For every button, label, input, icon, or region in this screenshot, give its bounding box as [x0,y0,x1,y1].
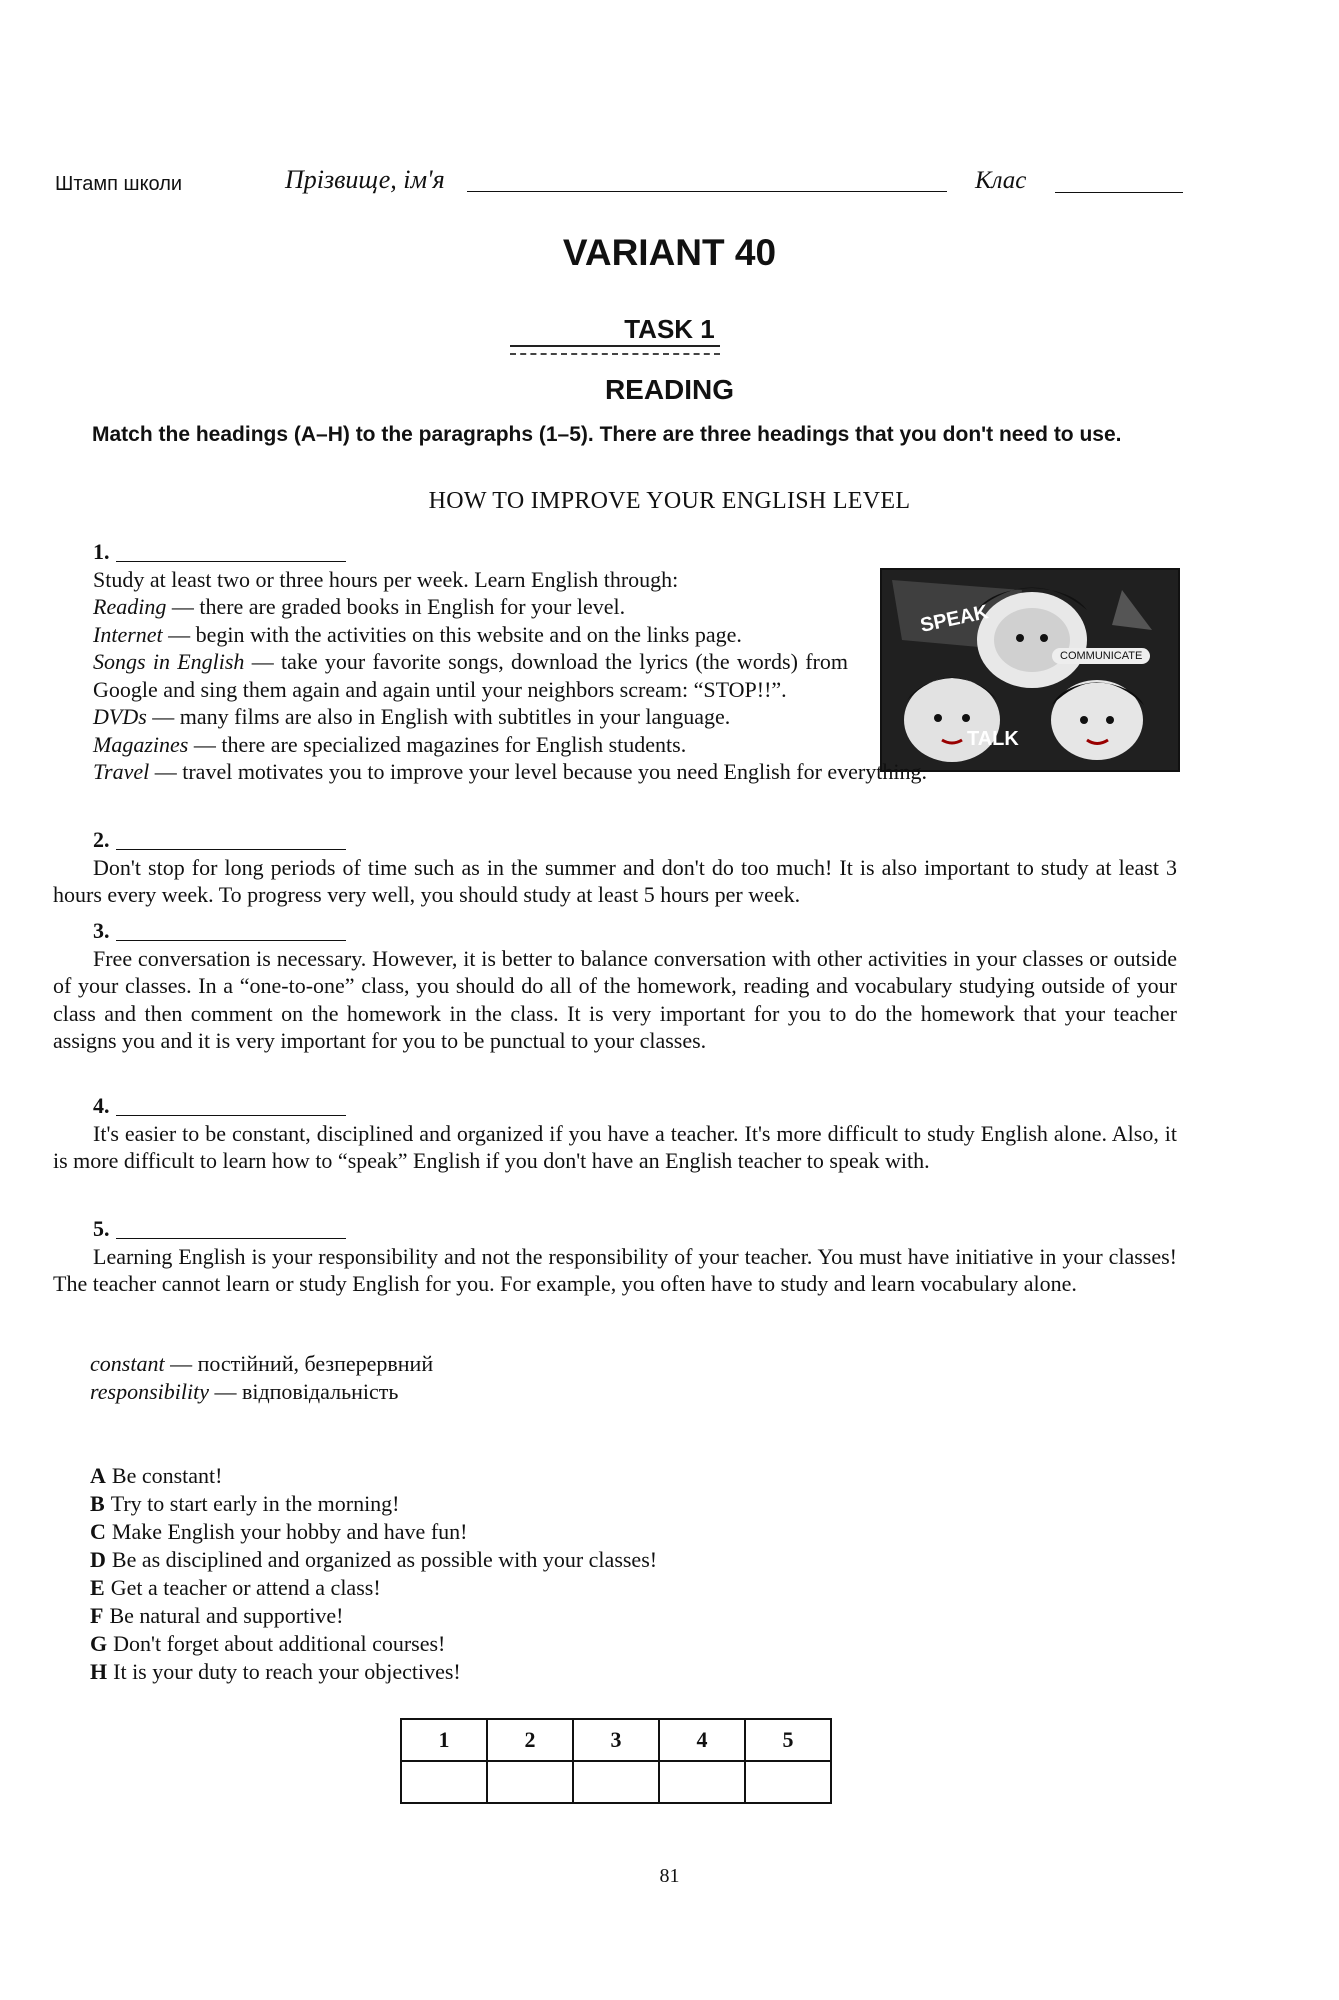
answer-table-input-row [401,1761,831,1803]
paragraph-intro: Study at least two or three hours per week. Learn English through: [93,566,679,592]
list-item: Internet — begin with the activities on this website and on the links page. [93,621,742,647]
heading-answer-line-3[interactable] [116,940,346,941]
paragraph-text: It's easier to be constant, disciplined and organized if you have a teacher. It's more difficult to study English alone. Also, it is more difficult to learn how to “speak” English if you don't have an English teacher to speak with. [53,1120,1177,1173]
section-heading: READING [604,374,735,405]
option-item: E Get a teacher or attend a class! [90,1575,381,1600]
answer-column-header: 5 [745,1719,831,1761]
header-row [55,165,1175,205]
paragraph-text: Don't stop for long periods of time such as in the summer and don't do too much! It is also important to study at least 3 hours every week. To progress very well, you should study at least 5 hours per week. [53,854,1177,907]
answer-cell-4[interactable] [659,1761,745,1803]
list-item: DVDs — many films are also in English with subtitles in your language. [93,704,731,729]
answer-cell-1[interactable] [401,1761,487,1803]
class-label: Клас [975,167,1027,194]
heading-answer-line-1[interactable] [116,561,346,562]
glossary-item: constant — постійний, безперервний [90,1351,434,1376]
glossary-item: responsibility — відповідальність [90,1378,399,1404]
list-item: Travel — travel motivates you to improve your level because you need English for everything. [93,759,927,784]
list-item: Songs in English — take your favorite songs, download the lyrics (the words) from Google and sing them again and again until your neighbors scream: “STOP!!”. [93,649,848,702]
option-item: F Be natural and supportive! [90,1603,344,1628]
paragraph-4: 4. It's easier to be constant, disciplined and organized if you have a teacher. It's more difficult to study English alone. Also, it is more difficult to learn how to “speak” English if you don't have an English teacher to speak with. [53,1093,1177,1173]
paragraph-5: 5. Learning English is your responsibility and not the responsibility of your teacher. You must have initiative in your classes! The teacher cannot learn or study English for you. For example, you often have to study and learn vocabulary alone. [53,1216,1177,1296]
name-label: Прізвище, ім'я [285,165,445,194]
answer-column-header: 3 [573,1719,659,1761]
option-item: A Be constant! [90,1463,223,1488]
paragraph-1 [93,538,1183,786]
name-field-line[interactable] [467,191,947,192]
task-underline [510,345,720,355]
heading-answer-line-5[interactable] [116,1238,346,1239]
school-stamp-label: Штамп школи [55,173,183,195]
task-instruction: Match the headings (A–H) to the paragraphs (1–5). There are three headings that you don't need to use. [92,423,1122,446]
answer-cell-2[interactable] [487,1761,573,1803]
answer-cell-5[interactable] [745,1761,831,1803]
option-item: B Try to start early in the morning! [90,1491,400,1516]
list-item: Reading — there are graded books in English for your level. [93,594,626,619]
answer-table-header-row [401,1719,831,1761]
communicate-bubble: COMMUNICATE [1052,648,1150,664]
option-item: H It is your duty to reach your objectives! [90,1659,461,1684]
list-item: Magazines — there are specialized magazines for English students. [93,731,687,757]
variant-title: VARIANT 40 [562,232,777,273]
option-item: C Make English your hobby and have fun! [90,1519,468,1544]
article-title: HOW TO IMPROVE YOUR ENGLISH LEVEL [428,488,911,514]
talk-caption: TALK [967,728,1019,750]
heading-options [90,1462,990,1686]
answer-column-header: 4 [659,1719,745,1761]
heading-answer-line-2[interactable] [116,849,346,850]
paragraph-text: Free conversation is necessary. However, it is better to balance conversation with other activities in your classes or outside of your classes. In a “one-to-one” class, you should do all of the homework, reading and vocabulary studying outside of your class and then comment on the homework in the class. It is very important for you to do the homework that your teacher assigns you and it is very important for you to be punctual to your classes. [53,945,1177,1053]
answer-column-header: 2 [487,1719,573,1761]
option-item: G Don't forget about additional courses! [90,1631,446,1656]
heading-answer-line-4[interactable] [116,1115,346,1116]
option-item: D Be as disciplined and organized as possible with your classes! [90,1547,658,1572]
glossary [90,1350,790,1405]
page-number: 81 [659,1865,680,1887]
paragraph-2: 2. Don't stop for long periods of time such as in the summer and don't do too much! It is also important to study at least 3 hours every week. To progress very well, you should study at least 5 hours per week. [53,827,1177,907]
answer-column-header: 1 [401,1719,487,1761]
paragraph-text: Learning English is your responsibility and not the responsibility of your teacher. You must have initiative in your classes! The teacher cannot learn or study English for you. For example, you often have to study and learn vocabulary alone. [53,1243,1177,1296]
class-field-line[interactable] [1055,192,1183,193]
speak-caption: SPEAK [918,601,991,637]
answer-table [400,1718,832,1804]
paragraph-3: 3. Free conversation is necessary. However, it is better to balance conversation with other activities in your classes or outside of your classes. In a “one-to-one” class, you should do all of the homework, reading and vocabulary studying outside of your class and then comment on the homework in the class. It is very important for you to do the homework that your teacher assigns you and it is very important for you to be punctual to your classes. [53,918,1177,1053]
answer-cell-3[interactable] [573,1761,659,1803]
paragraph-number: 1. [93,539,110,564]
task-heading: TASK 1 [624,314,715,344]
